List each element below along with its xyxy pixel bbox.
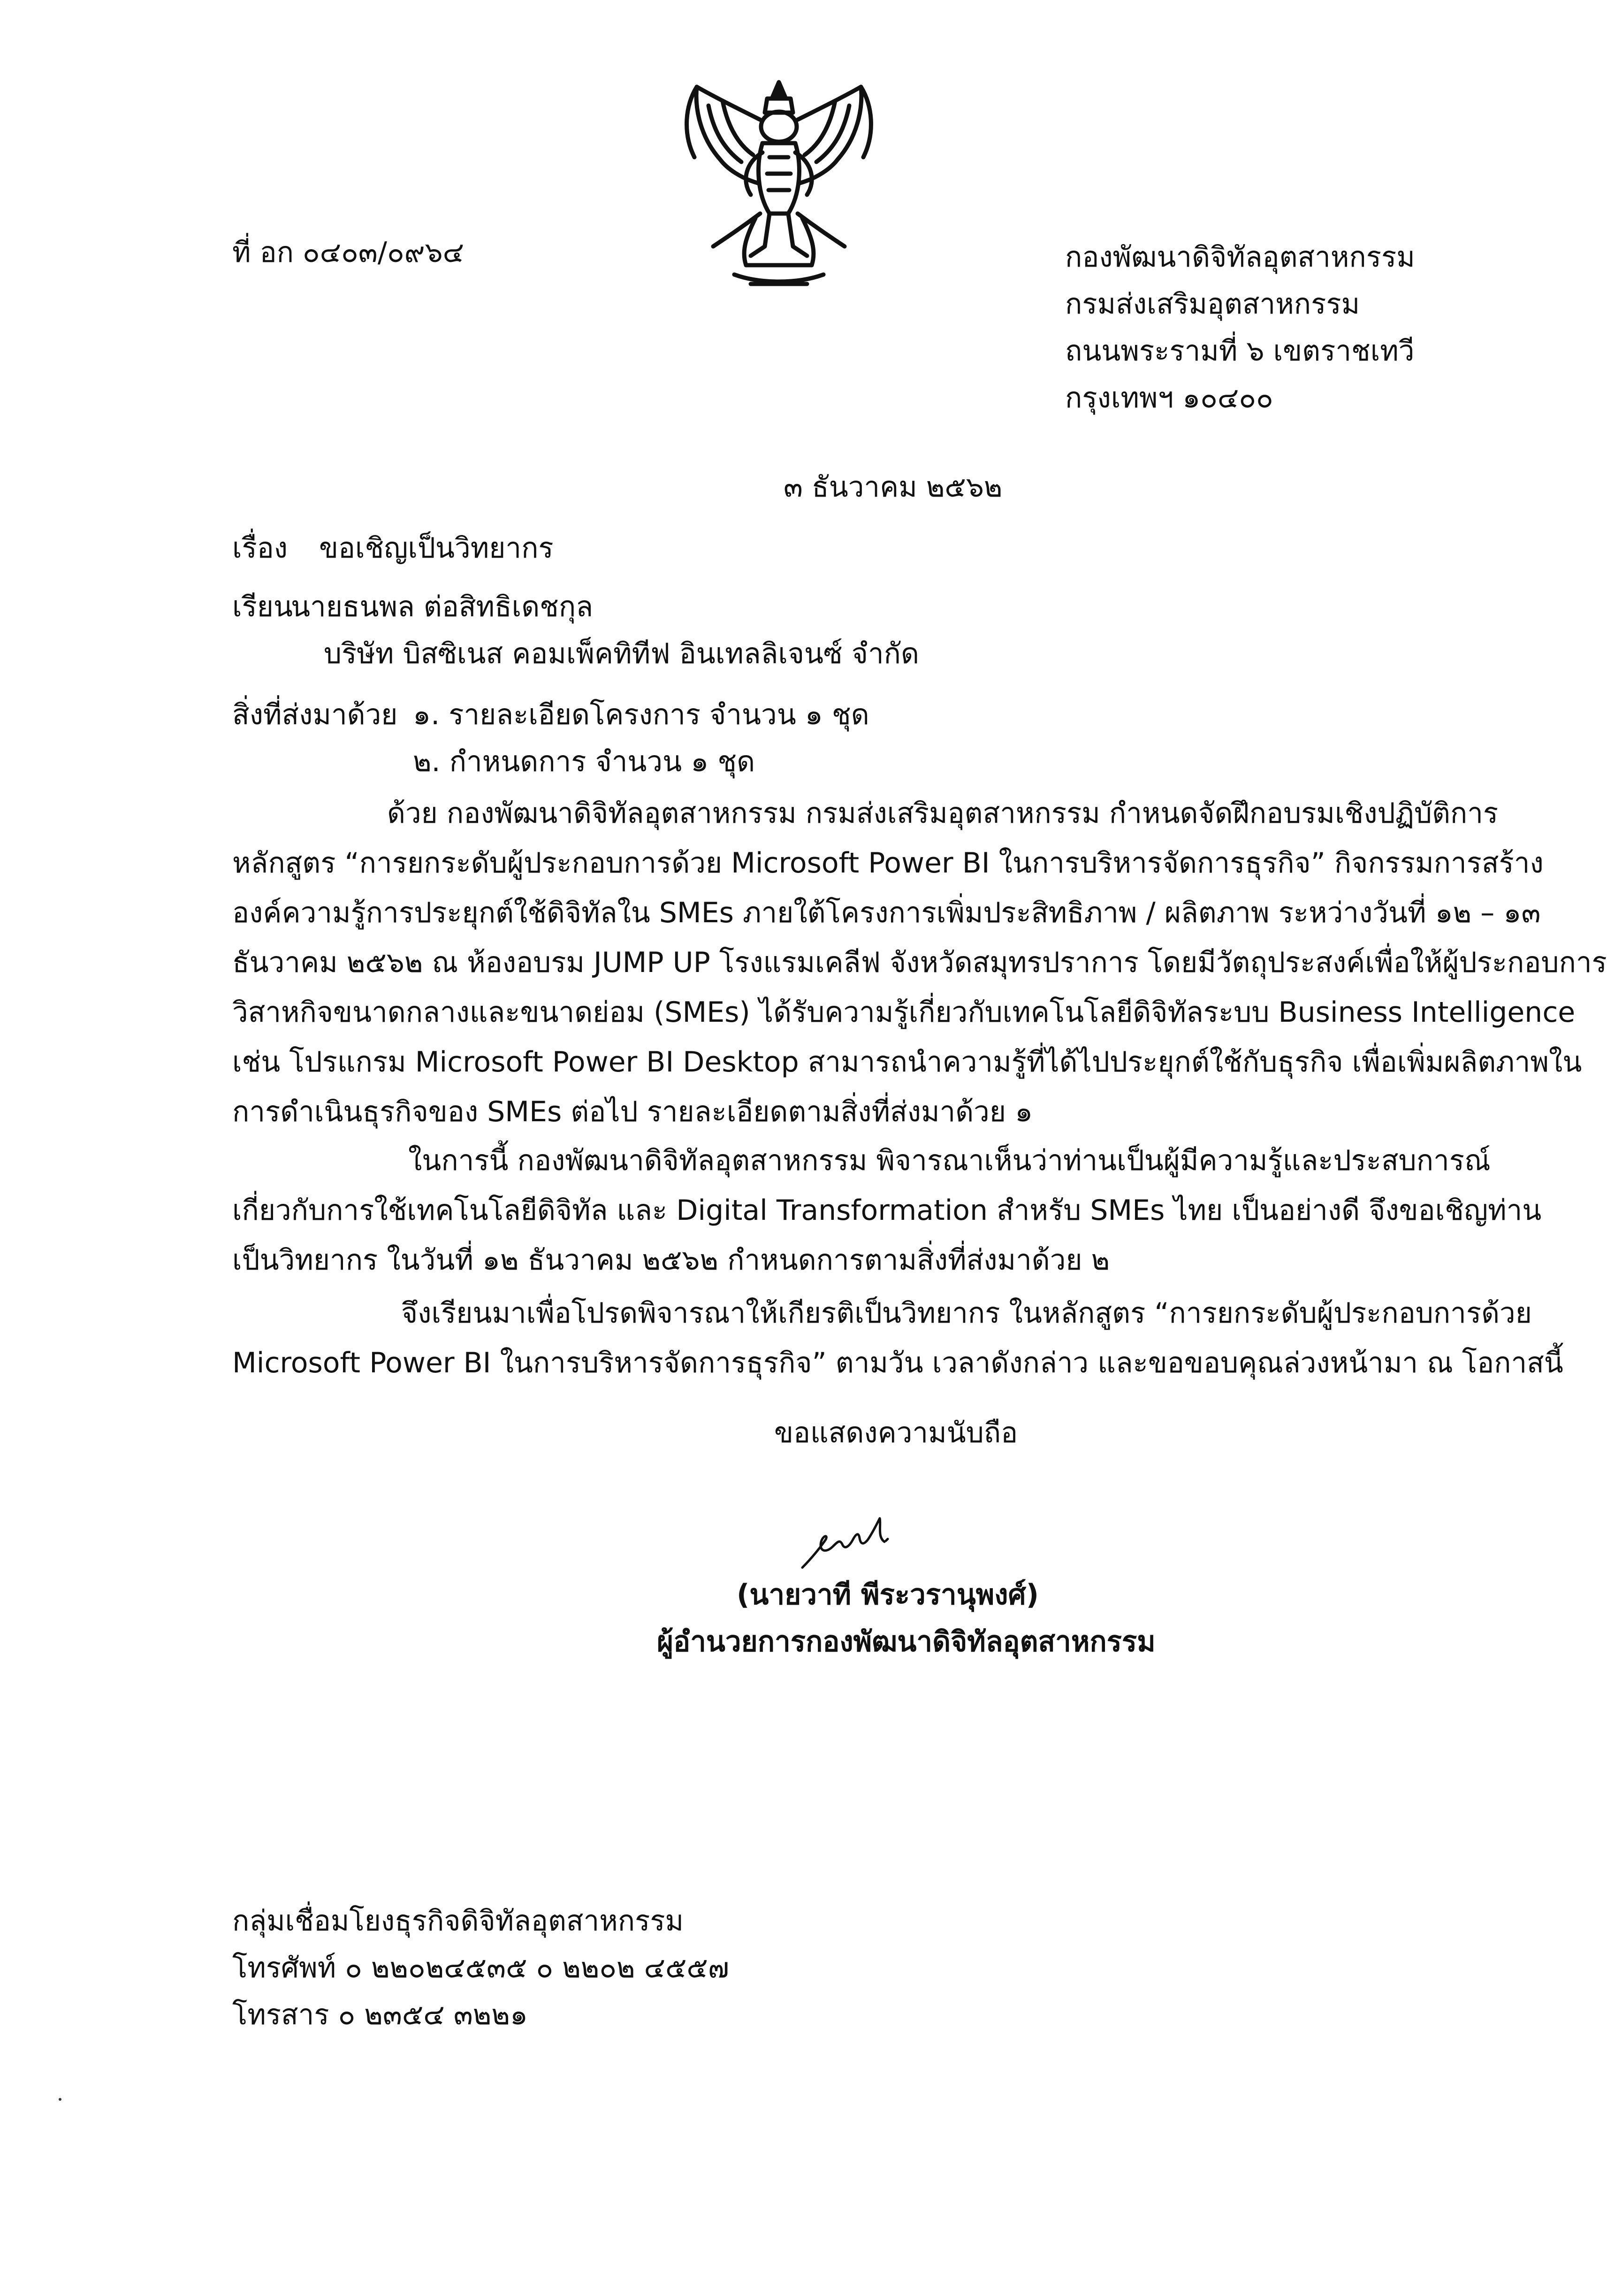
recipient-label: เรียน [232, 590, 293, 623]
body-p1-line: ด้วย กองพัฒนาดิจิทัลอุตสาหกรรม กรมส่งเสริมอุตสาหกรรม กำหนดจัดฝึกอบรมเชิงปฏิบัติการ [387, 797, 1499, 830]
enclosure-item-1: ๑. รายละเอียดโครงการ จำนวน ๑ ชุด [413, 698, 869, 731]
body-p2-line: เป็นวิทยากร ในวันที่ ๑๒ ธันวาคม ๒๕๖๒ กำหนดการตามสิ่งที่ส่งมาด้วย ๒ [232, 1244, 1110, 1277]
recipient-company: บริษัท บิสซิเนส คอมเพ็คทิทีฟ อินเทลลิเจนซ์ จำกัด [324, 637, 919, 670]
body-p1-line: เช่น โปรแกรม Microsoft Power BI Desktop สามารถนำความรู้ที่ได้ไปประยุกต์ใช้กับธุรกิจ เพื่อเพิ่มผลิตภาพใน [232, 1046, 1582, 1079]
footer-fax: โทรสาร ๐ ๒๓๕๔ ๓๒๒๑ [232, 1998, 528, 2031]
footer-phone: โทรศัพท์ ๐ ๒๒๐๒๔๕๓๕ ๐ ๒๒๐๒ ๔๕๕๗ [232, 1952, 729, 1984]
body-p3-line: Microsoft Power BI ในการบริหารจัดการธุรกิจ” ตามวัน เวลาดังกล่าว และขอขอบคุณล่วงหน้ามา ณ โอกาสนี้ [232, 1347, 1563, 1379]
body-paragraph-2 [232, 1136, 1542, 1285]
body-p1-line: องค์ความรู้การประยุกต์ใช้ดิจิทัลใน SMEs ภายใต้โครงการเพิ่มประสิทธิภาพ / ผลิตภาพ ระหว่างวันที่ ๑๒ – ๑๓ [232, 896, 1541, 929]
subject-label: เรื่อง [232, 532, 288, 565]
signer-name: (นายวาที พีระวรานุพงศ์) [737, 1578, 1039, 1611]
handwritten-signature-icon [793, 1514, 915, 1575]
body-paragraph-1 [232, 788, 1607, 1137]
sender-org-line-1: กองพัฒนาดิจิทัลอุตสาหกรรม [1065, 241, 1415, 274]
reference-number: ที่ อก ๐๔๐๓/๐๙๖๔ [232, 236, 465, 269]
enclosure-item-2: ๒. กำหนดการ จำนวน ๑ ชุด [413, 745, 755, 778]
garuda-emblem-icon [676, 77, 882, 298]
body-p1-line: ธันวาคม ๒๕๖๒ ณ ห้องอบรม JUMP UP โรงแรมเคลีฟ จังหวัดสมุทรปราการ โดยมีวัตถุประสงค์เพื่อให้ผู้ประกอบการ [232, 946, 1607, 979]
letter-date: ๓ ธันวาคม ๒๕๖๒ [784, 471, 1003, 504]
sender-org-line-3: ถนนพระรามที่ ๖ เขตราชเทวี [1065, 335, 1415, 367]
body-p1-line: วิสาหกิจขนาดกลางและขนาดย่อม (SMEs) ได้รับความรู้เกี่ยวกับเทคโนโลยีดิจิทัลระบบ Business Intelligence [232, 996, 1576, 1029]
body-p2-line: เกี่ยวกับการใช้เทคโนโลยีดิจิทัล และ Digital Transformation สำหรับ SMEs ไทย เป็นอย่างดี จึงขอเชิญท่าน [232, 1194, 1542, 1227]
recipient-name: นายธนพล ต่อสิทธิเดชกุล [291, 590, 593, 623]
body-p1-line: การดำเนินธุรกิจของ SMEs ต่อไป รายละเอียดตามสิ่งที่ส่งมาด้วย ๑ [232, 1095, 1033, 1128]
footer-group: กลุ่มเชื่อมโยงธุรกิจดิจิทัลอุตสาหกรรม [232, 1905, 684, 1937]
subject-text: ขอเชิญเป็นวิทยากร [319, 532, 554, 565]
body-p3-line: จึงเรียนมาเพื่อโปรดพิจารณาให้เกียรติเป็นวิทยากร ในหลักสูตร “การยกระดับผู้ประกอบการด้วย [401, 1297, 1532, 1330]
closing-salutation: ขอแสดงความนับถือ [774, 1416, 1018, 1449]
enclosures-label: สิ่งที่ส่งมาด้วย [232, 698, 398, 731]
body-p2-line: ในการนี้ กองพัฒนาดิจิทัลอุตสาหกรรม พิจารณาเห็นว่าท่านเป็นผู้มีความรู้และประสบการณ์ [408, 1144, 1491, 1177]
signer-title: ผู้อำนวยการกองพัฒนาดิจิทัลอุตสาหกรรม [657, 1625, 1156, 1658]
sender-org-line-2: กรมส่งเสริมอุตสาหกรรม [1065, 288, 1360, 321]
body-p1-line: หลักสูตร “การยกระดับผู้ประกอบการด้วย Microsoft Power BI ในการบริหารจัดการธุรกิจ” กิจกรรมการสร้าง [232, 847, 1544, 880]
scan-speck [59, 2098, 61, 2101]
body-paragraph-3 [232, 1288, 1563, 1388]
sender-org-line-4: กรุงเทพฯ ๑๐๔๐๐ [1065, 382, 1273, 414]
